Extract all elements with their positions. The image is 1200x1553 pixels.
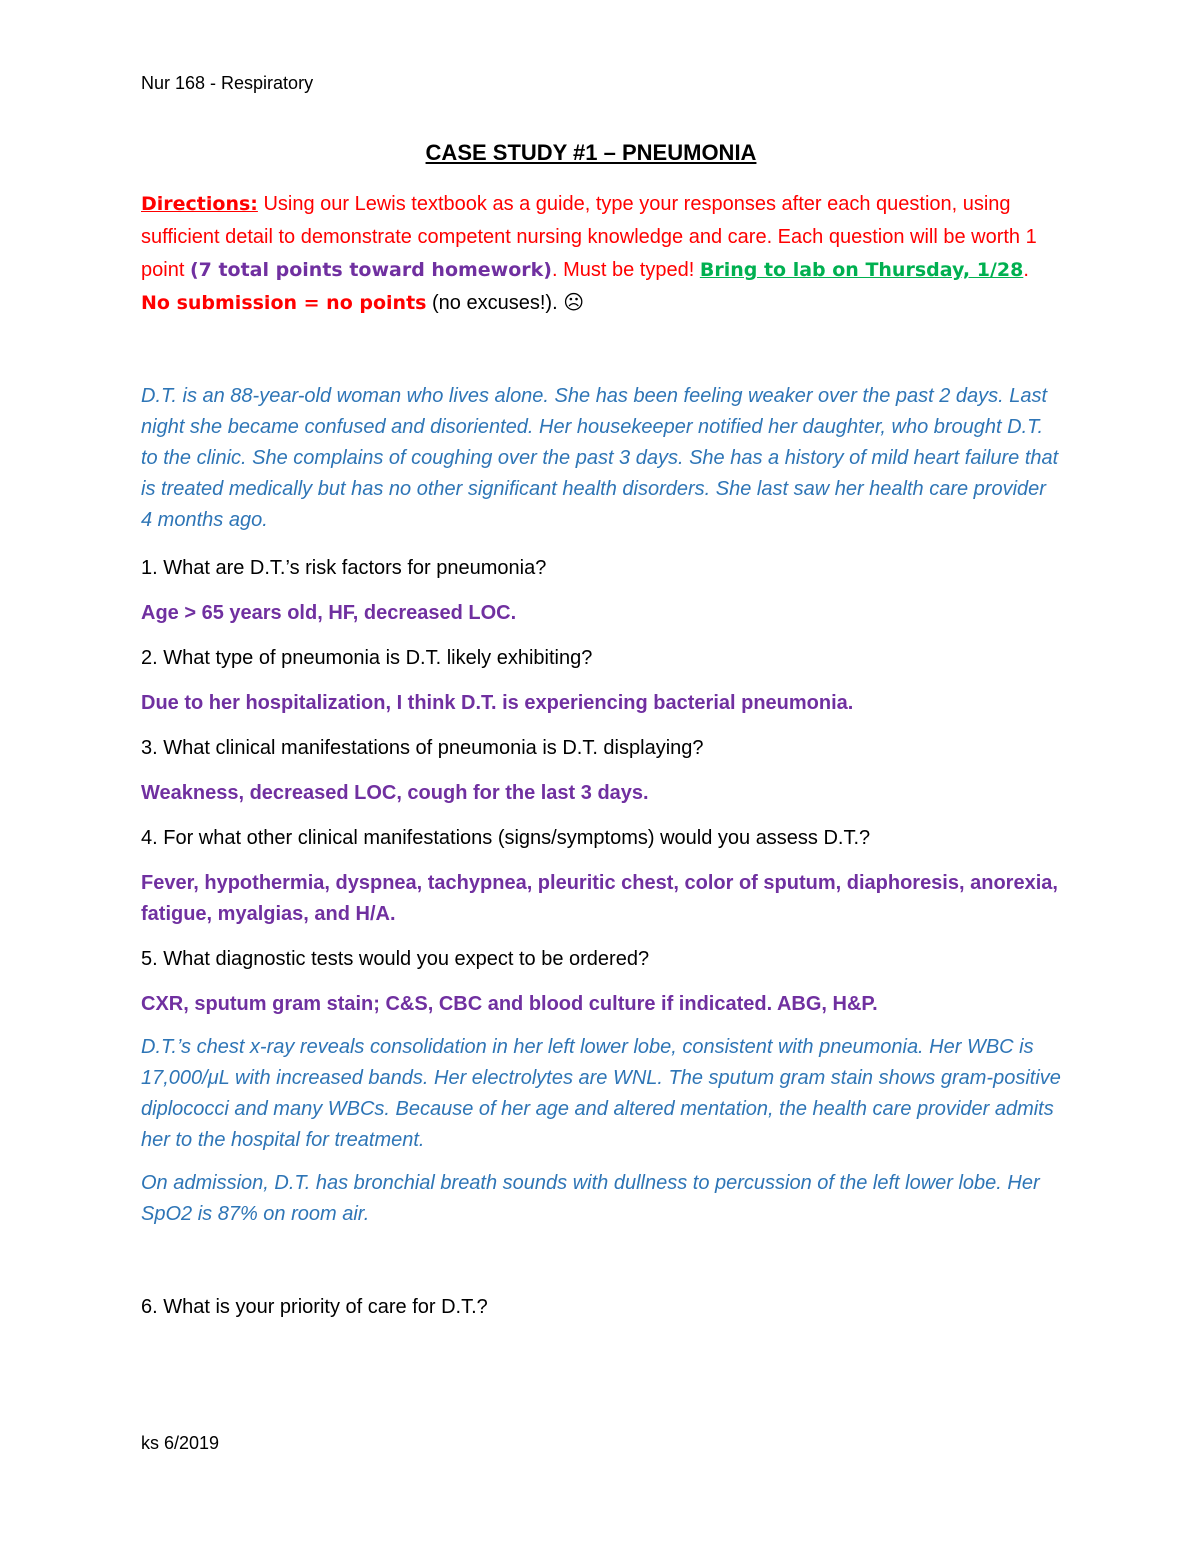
question-6: 6. What is your priority of care for D.T.? [141, 1296, 488, 1318]
directions-label: Directions: [141, 193, 258, 215]
no-excuses-note: (no excuses!). ☹ [426, 292, 585, 314]
directions-text: Using our Lewis textbook as a guide, type your responses after each question, using sufficient detail to demonstrate competent nursing knowledge and care. Each question will be worth 1 point [141, 193, 1037, 281]
question-1: 1. What are D.T.’s risk factors for pneumonia? [141, 557, 547, 579]
directions-typed-note: . Must be typed! [551, 259, 700, 281]
page-footer: ks 6/2019 [141, 1433, 220, 1453]
directions-paragraph [141, 188, 1061, 320]
document-body [141, 140, 1061, 1323]
answer-5: CXR, sputum gram stain; C&S, CBC and blood culture if indicated. ABG, H&P. [141, 993, 878, 1015]
question-4: 4. For what other clinical manifestations (signs/symptoms) would you assess D.T.? [141, 827, 871, 849]
total-points-note: (7 total points toward homework) [189, 259, 552, 281]
page-title: CASE STUDY #1 – PNEUMONIA [425, 140, 757, 165]
page-header: Nur 168 - Respiratory [141, 73, 314, 93]
question-2: 2. What type of pneumonia is D.T. likely exhibiting? [141, 647, 593, 669]
answer-4: Fever, hypothermia, dyspnea, tachypnea, pleuritic chest, color of sputum, diaphoresis, anorexia, fatigue, myalgias, and H/A. [141, 872, 1058, 925]
directions-separator: . [1023, 259, 1029, 281]
scenario-paragraph-1: D.T. is an 88-year-old woman who lives alone. She has been feeling weaker over the past 2 days. Last night she became confused and disoriented. Her housekeeper notified her daughter, who brought D.T. to the clinic. She complains of coughing over the past 3 days. She has a history of mild heart failure that is treated medically but has no other significant health disorders. She last saw her health care provider 4 months ago. [141, 385, 1059, 531]
no-submission-warning: No submission = no points [141, 292, 427, 314]
scenario-paragraph-3: On admission, D.T. has bronchial breath sounds with dullness to percussion of the left lower lobe. Her SpO2 is 87% on room air. [141, 1172, 1040, 1225]
answer-3: Weakness, decreased LOC, cough for the last 3 days. [141, 782, 649, 804]
question-5: 5. What diagnostic tests would you expect to be ordered? [141, 948, 650, 970]
question-3: 3. What clinical manifestations of pneumonia is D.T. displaying? [141, 737, 704, 759]
answer-2: Due to her hospitalization, I think D.T. is experiencing bacterial pneumonia. [141, 692, 854, 714]
lab-due-date: Bring to lab on Thursday, 1/28 [699, 259, 1024, 281]
answer-1: Age > 65 years old, HF, decreased LOC. [141, 602, 517, 624]
scenario-paragraph-2: D.T.’s chest x-ray reveals consolidation in her left lower lobe, consistent with pneumonia. Her WBC is 17,000/μL with increased bands. Her electrolytes are WNL. The sputum gram stain shows gram-positive diplococci and many WBCs. Because of her age and altered mentation, the health care provider admits her to the hospital for treatment. [141, 1036, 1061, 1151]
